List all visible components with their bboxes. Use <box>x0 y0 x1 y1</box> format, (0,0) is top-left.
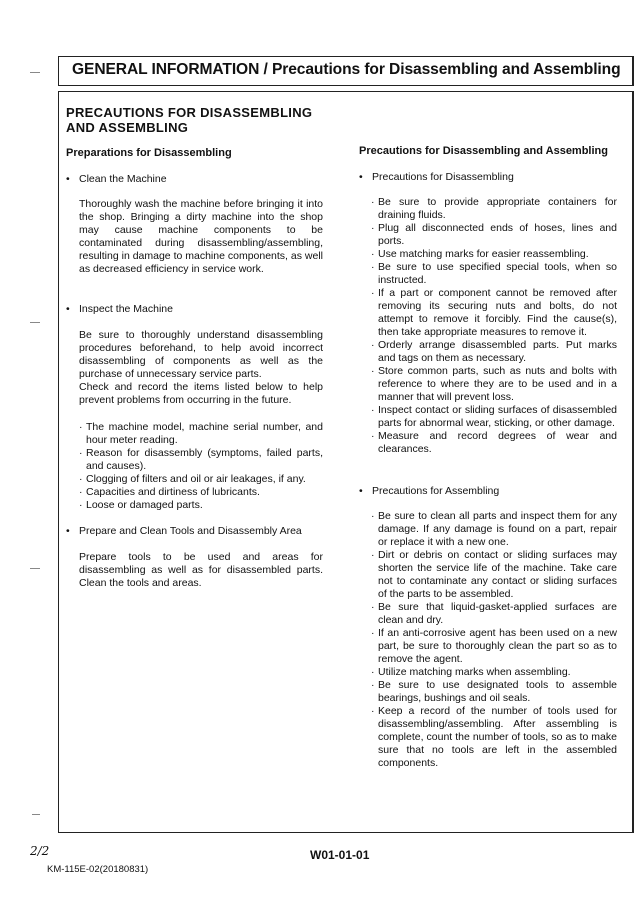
disassembling-list <box>371 196 617 456</box>
list-item: · Orderly arrange disassembled parts. Put marks and tags on them as necessary. <box>371 339 617 365</box>
bullet-precautions-assembling <box>359 485 499 497</box>
bullet-label: Clean the Machine <box>79 173 167 185</box>
scan-mark <box>30 72 40 73</box>
list-item: · Clogging of filters and oil or air leakages, if any. <box>79 473 323 486</box>
bullet-dot: • <box>359 171 363 183</box>
bullet-dot: • <box>66 303 70 315</box>
bullet-dot: • <box>66 173 70 185</box>
prepare-tools-paragraph: Prepare tools to be used and areas for disassembling as well as for disassembled parts. Clean the tools and areas. <box>79 551 323 589</box>
bullet-label: Inspect the Machine <box>79 303 173 315</box>
list-item: · If an anti-corrosive agent has been used on a new part, be sure to thoroughly clean the part so as to remove the agent. <box>371 627 617 666</box>
left-section-heading: Preparations for Disassembling <box>66 147 232 159</box>
document-code: KM-115E-02(20180831) <box>47 864 149 875</box>
list-item: · Inspect contact or sliding surfaces of disassembled parts for abnormal wear, sticking, or other damage. <box>371 404 617 430</box>
bullet-dot: • <box>359 485 363 497</box>
list-item: · Use matching marks for easier reassembling. <box>371 248 617 261</box>
list-item: · Utilize matching marks when assembling. <box>371 666 617 679</box>
bullet-clean-machine <box>66 173 167 185</box>
inspect-checklist <box>79 421 323 512</box>
list-item: · Be sure that liquid-gasket-applied surfaces are clean and dry. <box>371 601 617 627</box>
header-box <box>58 56 634 86</box>
bullet-prepare-tools <box>66 525 302 537</box>
inspect-paragraph-2: Check and record the items listed below to help prevent problems from occurring in the future. <box>79 381 323 406</box>
assembling-list <box>371 510 617 770</box>
bullet-inspect-machine <box>66 303 173 315</box>
list-item: · Be sure to use specified special tools, when so instructed. <box>371 261 617 287</box>
handwritten-page-mark: 2/2 <box>30 844 50 858</box>
inspect-paragraph: Be sure to thoroughly understand disassembling procedures beforehand, to help avoid incorrect disassembling of components as well as the purchase of unnecessary service parts. <box>79 329 323 380</box>
scan-mark <box>30 568 40 569</box>
list-item: · Be sure to use designated tools to assemble bearings, bushings and oil seals. <box>371 679 617 705</box>
list-item: · Keep a record of the number of tools used for disassembling/assembling. After assembling is complete, count the number of tools, so as to make sure that no tools are left in the assembled components. <box>371 705 617 770</box>
list-item: · Dirt or debris on contact or sliding surfaces may shorten the service life of the machine. Take care not to contaminate any contact or sliding surfaces of the parts to be assembled. <box>371 549 617 601</box>
clean-machine-paragraph: Thoroughly wash the machine before bringing it into the shop. Bringing a dirty machine into the shop may cause machine components to be contaminated during disassembling/assembling, resulting in damage to machine components, as well as decreased efficiency in service work. <box>79 198 323 275</box>
list-item: · Plug all disconnected ends of hoses, lines and ports. <box>371 222 617 248</box>
scan-mark <box>32 814 40 815</box>
list-item: · Loose or damaged parts. <box>79 499 323 512</box>
bullet-label: Precautions for Disassembling <box>372 171 514 183</box>
page-title: PRECAUTIONS FOR DISASSEMBLING AND ASSEMBLING <box>66 105 313 135</box>
list-item: · Be sure to provide appropriate containers for draining fluids. <box>371 196 617 222</box>
page-header-title: GENERAL INFORMATION / Precautions for Disassembling and Assembling <box>72 61 621 78</box>
bullet-label: Prepare and Clean Tools and Disassembly Area <box>79 525 302 537</box>
list-item: · Be sure to clean all parts and inspect them for any damage. If any damage is found on a part, repair or replace it with a new one. <box>371 510 617 549</box>
bullet-label: Precautions for Assembling <box>372 485 500 497</box>
right-section-heading: Precautions for Disassembling and Assembling <box>359 145 608 157</box>
list-item: · Store common parts, such as nuts and bolts with reference to where they are to be used and in a manner that will prevent loss. <box>371 365 617 404</box>
page-number: W01-01-01 <box>310 848 370 862</box>
bullet-precautions-disassembling <box>359 171 514 183</box>
scan-mark <box>30 322 40 323</box>
list-item: · Reason for disassembly (symptoms, failed parts, and causes). <box>79 447 323 473</box>
list-item: · Capacities and dirtiness of lubricants. <box>79 486 323 499</box>
list-item: · The machine model, machine serial number, and hour meter reading. <box>79 421 323 447</box>
list-item: · If a part or component cannot be removed after removing its securing nuts and bolts, do not attempt to remove it forcibly. Find the cause(s), then take appropriate measures to remove it. <box>371 287 617 339</box>
bullet-dot: • <box>66 525 70 537</box>
list-item: · Measure and record degrees of wear and clearances. <box>371 430 617 456</box>
